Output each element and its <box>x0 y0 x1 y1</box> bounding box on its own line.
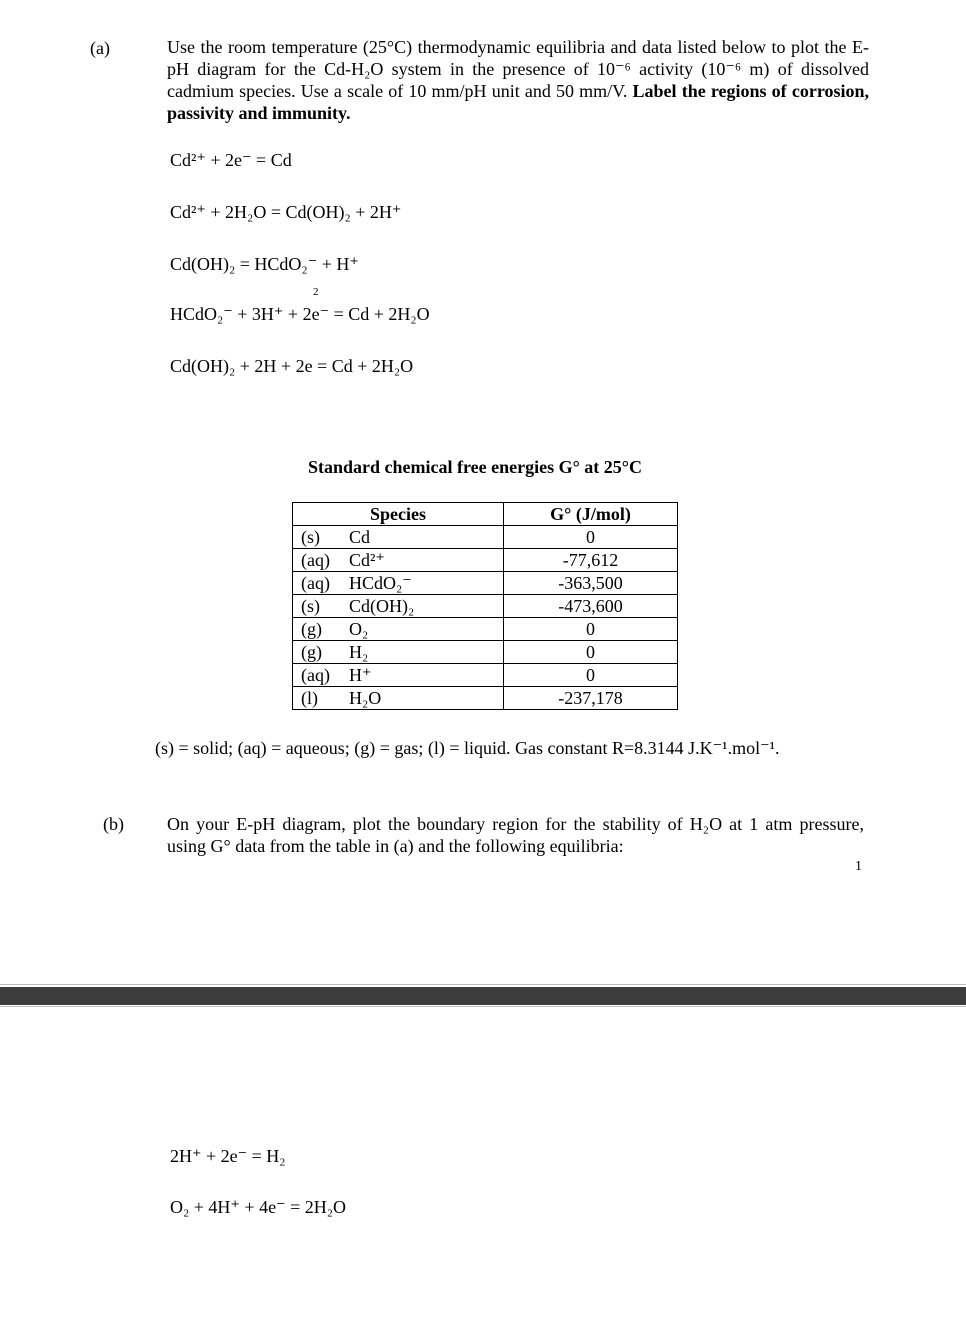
table-row <box>293 526 678 549</box>
page-edge-bottom <box>0 1006 966 1007</box>
equation-4: HCdO₂⁻ + 3H⁺ + 2e⁻ = Cd + 2H₂O <box>170 304 430 324</box>
table-row <box>293 595 678 618</box>
state-cell: (aq) <box>301 665 330 685</box>
g-value: -77,612 <box>504 549 678 572</box>
species-cell <box>293 572 504 595</box>
table-title: Standard chemical free energies G° at 25°C <box>308 457 643 477</box>
g-value: -473,600 <box>504 595 678 618</box>
free-energy-table <box>292 502 678 710</box>
species-name: Cd <box>349 527 371 547</box>
part-b-label: (b) <box>103 814 124 834</box>
part-a-intro-bold: Label the regions of corrosion, passivity and immunity. <box>167 81 869 123</box>
state-cell: (g) <box>301 619 322 639</box>
equation-3: Cd(OH)₂ = HCdO₂⁻ + H⁺ <box>170 254 359 274</box>
g-value: -237,178 <box>504 687 678 710</box>
table-row <box>293 549 678 572</box>
g-value: 0 <box>504 641 678 664</box>
state-cell: (g) <box>301 642 322 662</box>
g-value: -363,500 <box>504 572 678 595</box>
species-name: O₂ <box>349 619 369 639</box>
stray-mark: 2 <box>313 286 319 298</box>
table-row <box>293 572 678 595</box>
species-cell <box>293 595 504 618</box>
g-value: 0 <box>504 526 678 549</box>
table-row <box>293 687 678 710</box>
page-number: 1 <box>855 859 862 874</box>
g-value: 0 <box>504 664 678 687</box>
state-cell: (l) <box>301 688 318 708</box>
table-footnote: (s) = solid; (aq) = aqueous; (g) = gas; (l) = liquid. Gas constant R=8.3144 J.K⁻¹.mol⁻¹. <box>155 738 780 758</box>
equation-b-1: 2H⁺ + 2e⁻ = H₂ <box>170 1146 286 1166</box>
table-header-row <box>293 503 678 526</box>
equation-5: Cd(OH)₂ + 2H + 2e = Cd + 2H₂O <box>170 356 414 376</box>
species-cell <box>293 526 504 549</box>
species-name: H₂ <box>349 642 369 662</box>
table-row <box>293 641 678 664</box>
state-cell: (s) <box>301 527 320 547</box>
species-cell <box>293 641 504 664</box>
page-break-bar <box>0 987 966 1005</box>
species-name: HCdO₂⁻ <box>349 573 412 593</box>
species-name: H₂O <box>349 688 382 708</box>
state-cell: (aq) <box>301 573 330 593</box>
species-name: H⁺ <box>349 665 372 685</box>
species-cell <box>293 549 504 572</box>
species-cell <box>293 618 504 641</box>
table-row <box>293 618 678 641</box>
species-cell <box>293 687 504 710</box>
header-species: Species <box>293 503 504 526</box>
species-name: Cd(OH)₂ <box>349 596 415 616</box>
state-cell: (s) <box>301 596 320 616</box>
part-b-text: On your E-pH diagram, plot the boundary region for the stability of H₂O at 1 atm pressure, using G° data from the table in (a) and the following equilibria: <box>167 814 864 856</box>
page-edge-top <box>0 984 966 985</box>
part-a-instructions <box>167 36 869 124</box>
part-a-intro: Use the room temperature (25°C) thermodynamic equilibria and data listed below to plot the E-pH diagram for the Cd-H₂O system in the presence of 10⁻⁶ activity (10⁻⁶ m) of dissolved cadmium species. Use a scale of 10 mm/pH unit and 50 mm/V. <box>167 37 869 101</box>
equation-1: Cd²⁺ + 2e⁻ = Cd <box>170 150 292 170</box>
species-cell <box>293 664 504 687</box>
header-g: G° (J/mol) <box>504 503 678 526</box>
equation-2: Cd²⁺ + 2H₂O = Cd(OH)₂ + 2H⁺ <box>170 202 402 222</box>
equation-b-2: O₂ + 4H⁺ + 4e⁻ = 2H₂O <box>170 1197 346 1217</box>
species-name: Cd²⁺ <box>349 550 385 570</box>
g-value: 0 <box>504 618 678 641</box>
part-a-label: (a) <box>90 38 110 58</box>
state-cell: (aq) <box>301 550 330 570</box>
table-row <box>293 664 678 687</box>
